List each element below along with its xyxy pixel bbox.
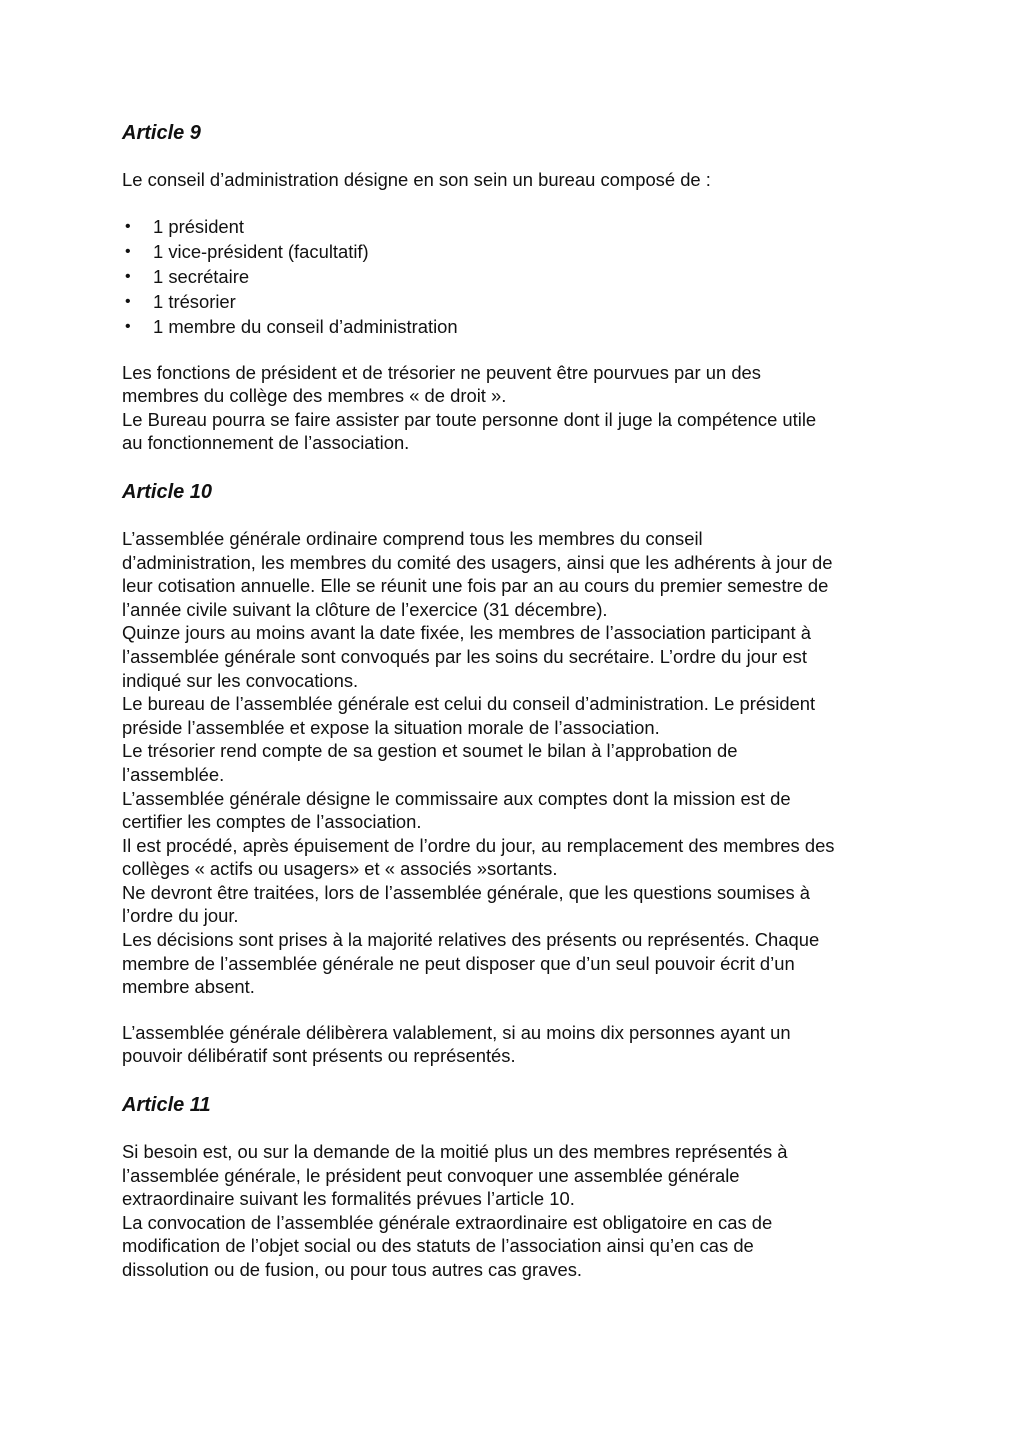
bureau-member-list [122,214,932,339]
text-line: collèges « actifs ou usagers» et « associés »sortants. [122,858,558,880]
bullet-icon: • [125,242,131,260]
text-line: L’assemblée générale désigne le commissaire aux comptes dont la mission est de [122,787,791,809]
text-line: d’administration, les membres du comité des usagers, ainsi que les adhérents à jour de [122,551,833,573]
text-line: Le Bureau pourra se faire assister par toute personne dont il juge la compétence utile [122,408,817,430]
text-line: préside l’assemblée et expose la situation morale de l’association. [122,716,660,738]
text-line: l’assemblée. [122,763,225,785]
text-line: membres du collège des membres « de droit ». [122,385,507,407]
list-item: • 1 président [125,215,244,237]
list-item: • 1 vice-président (facultatif) [125,240,369,262]
text-line: leur cotisation annuelle. Elle se réunit une fois par an au cours du premier semestre de [122,575,829,597]
text-line: membre absent. [122,976,255,998]
article-9-body [122,361,932,455]
text-line: l’année civile suivant la clôture de l’exercice (31 décembre). [122,598,608,620]
article-9-intro: Le conseil d’administration désigne en son sein un bureau composé de : [122,169,711,190]
bullet-icon: • [125,217,131,235]
article-11-title: Article 11 [122,1094,211,1117]
text-line: Quinze jours au moins avant la date fixée, les membres de l’association participant à [122,622,811,644]
text-line: indiqué sur les convocations. [122,669,359,691]
text-line: modification de l’objet social ou des statuts de l’association ainsi qu’en cas de [122,1235,754,1257]
bullet-icon: • [125,267,131,285]
list-item: • 1 secrétaire [125,265,250,287]
text-line: Il est procédé, après épuisement de l’ordre du jour, au remplacement des membres des [122,834,835,856]
text-line: au fonctionnement de l’association. [122,432,410,454]
bullet-icon: • [125,292,131,310]
article-10-title: Article 10 [122,480,213,503]
text-line: La convocation de l’assemblée générale extraordinaire est obligatoire en cas de [122,1211,773,1233]
article-10-quorum [122,1021,932,1068]
text-line: dissolution ou de fusion, ou pour tous autres cas graves. [122,1259,583,1280]
text-line: Si besoin est, ou sur la demande de la moitié plus un des membres représentés à [122,1141,788,1163]
text-line: L’assemblée générale ordinaire comprend tous les membres du conseil [122,527,703,549]
article-10-body [122,527,932,999]
text-line: Les fonctions de président et de trésorier ne peuvent être pourvues par un des [122,361,761,383]
text-line: Le trésorier rend compte de sa gestion et soumet le bilan à l’approbation de [122,740,738,762]
list-item: • 1 trésorier [125,290,236,312]
article-9-title: Article 9 [122,122,201,144]
article-11-body [122,1140,932,1282]
text-line: l’assemblée générale sont convoqués par les soins du secrétaire. L’ordre du jour est [122,645,807,667]
text-line: certifier les comptes de l’association. [122,811,422,833]
text-line: L’assemblée générale délibèrera valablement, si au moins dix personnes ayant un [122,1021,791,1043]
document-content [122,120,932,1282]
text-line: Les décisions sont prises à la majorité relatives des présents ou représentés. Chaque [122,929,820,951]
list-item: • 1 membre du conseil d’administration [125,315,458,337]
text-line: Ne devront être traitées, lors de l’assemblée générale, que les questions soumises à [122,881,810,903]
bullet-icon: • [125,317,131,335]
text-line: Le bureau de l’assemblée générale est celui du conseil d’administration. Le président [122,693,816,715]
text-line: membre de l’assemblée générale ne peut disposer que d’un seul pouvoir écrit d’un [122,952,795,974]
text-line: extraordinaire suivant les formalités prévues l’article 10. [122,1188,575,1210]
text-line: pouvoir délibératif sont présents ou représentés. [122,1045,516,1067]
text-line: l’ordre du jour. [122,905,239,927]
text-line: l’assemblée générale, le président peut convoquer une assemblée générale [122,1164,740,1186]
